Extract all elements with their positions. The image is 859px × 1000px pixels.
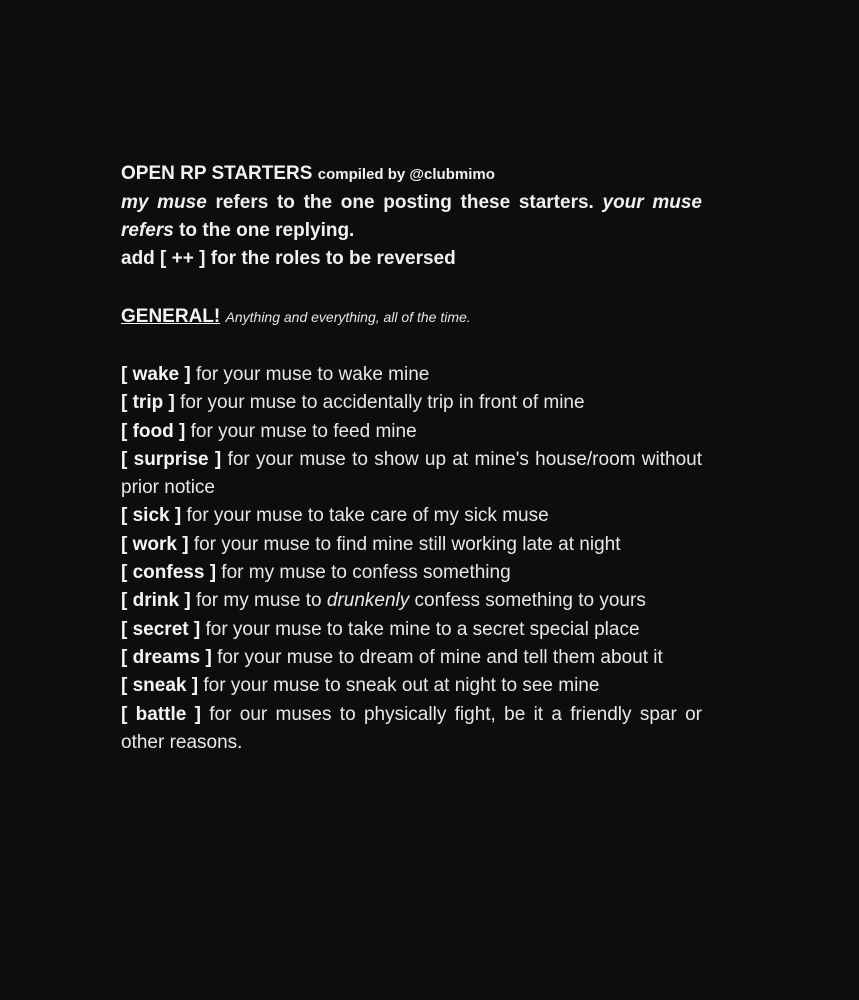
- starter-text: confess something to yours: [409, 590, 646, 612]
- my-muse-definition: refers to the one posting these starters.: [206, 192, 603, 213]
- starter-keyword: [ sneak ]: [121, 675, 199, 697]
- list-item: [121, 502, 702, 530]
- list-item: [121, 389, 702, 417]
- list-item: [121, 701, 702, 758]
- starter-text: for my muse to: [190, 590, 327, 612]
- section-description: Anything and everything, all of the time.: [225, 309, 471, 325]
- starter-keyword: [ drink ]: [121, 590, 191, 612]
- starter-keyword: [ work ]: [121, 533, 189, 555]
- list-item: [121, 616, 702, 644]
- reverse-note: add [ ++ ] for the roles to be reversed: [121, 248, 456, 269]
- starter-text: for your muse to feed mine: [185, 420, 417, 442]
- starter-keyword: [ food ]: [121, 420, 186, 442]
- your-muse-term: your muse refers: [121, 192, 702, 241]
- compiled-by: compiled by @clubmimo: [317, 166, 495, 183]
- starters-document: [121, 160, 702, 757]
- starter-text: for your muse to show up at mine's house/room without prior notice: [121, 448, 702, 499]
- list-item: [121, 446, 702, 503]
- section-heading: GENERAL!: [121, 306, 221, 327]
- starter-keyword: [ battle ]: [121, 703, 201, 725]
- starter-text: for your muse to dream of mine and tell them about it: [211, 646, 663, 668]
- starter-keyword: [ sick ]: [121, 505, 182, 527]
- your-muse-definition: to the one replying.: [173, 220, 355, 241]
- starter-text: for your muse to find mine still working late at night: [188, 533, 621, 555]
- starter-keyword: [ dreams ]: [121, 646, 212, 668]
- list-item: [121, 559, 702, 587]
- starter-keyword: [ confess ]: [121, 562, 217, 584]
- section-header: [121, 303, 702, 331]
- starter-text: for your muse to wake mine: [190, 364, 430, 385]
- page-title: OPEN RP STARTERS: [121, 163, 313, 184]
- starter-text: for your muse to take mine to a secret special place: [200, 618, 640, 640]
- starter-text: for our muses to physically fight, be it a friendly spar or other reasons.: [121, 703, 702, 753]
- starter-keyword: [ secret ]: [121, 618, 201, 640]
- list-item: [121, 672, 702, 700]
- starter-keyword: [ wake ]: [121, 364, 191, 385]
- list-item: [121, 644, 702, 672]
- starter-keyword: [ trip ]: [121, 392, 175, 414]
- list-item: [121, 361, 702, 389]
- starter-keyword: [ surprise ]: [121, 448, 222, 470]
- starter-emphasis: drunkenly: [326, 590, 410, 612]
- starter-text: for your muse to take care of my sick muse: [181, 505, 549, 527]
- title-line: [121, 160, 702, 189]
- list-item: [121, 587, 702, 615]
- starter-text: for your muse to sneak out at night to see mine: [198, 675, 600, 697]
- list-item: [121, 531, 702, 559]
- intro-paragraph: [121, 189, 702, 245]
- my-muse-term: my muse: [121, 192, 207, 213]
- list-item: [121, 418, 702, 446]
- starter-text: for your muse to accidentally trip in front of mine: [174, 392, 585, 414]
- starter-list: [121, 361, 702, 757]
- starter-text: for my muse to confess something: [216, 562, 511, 584]
